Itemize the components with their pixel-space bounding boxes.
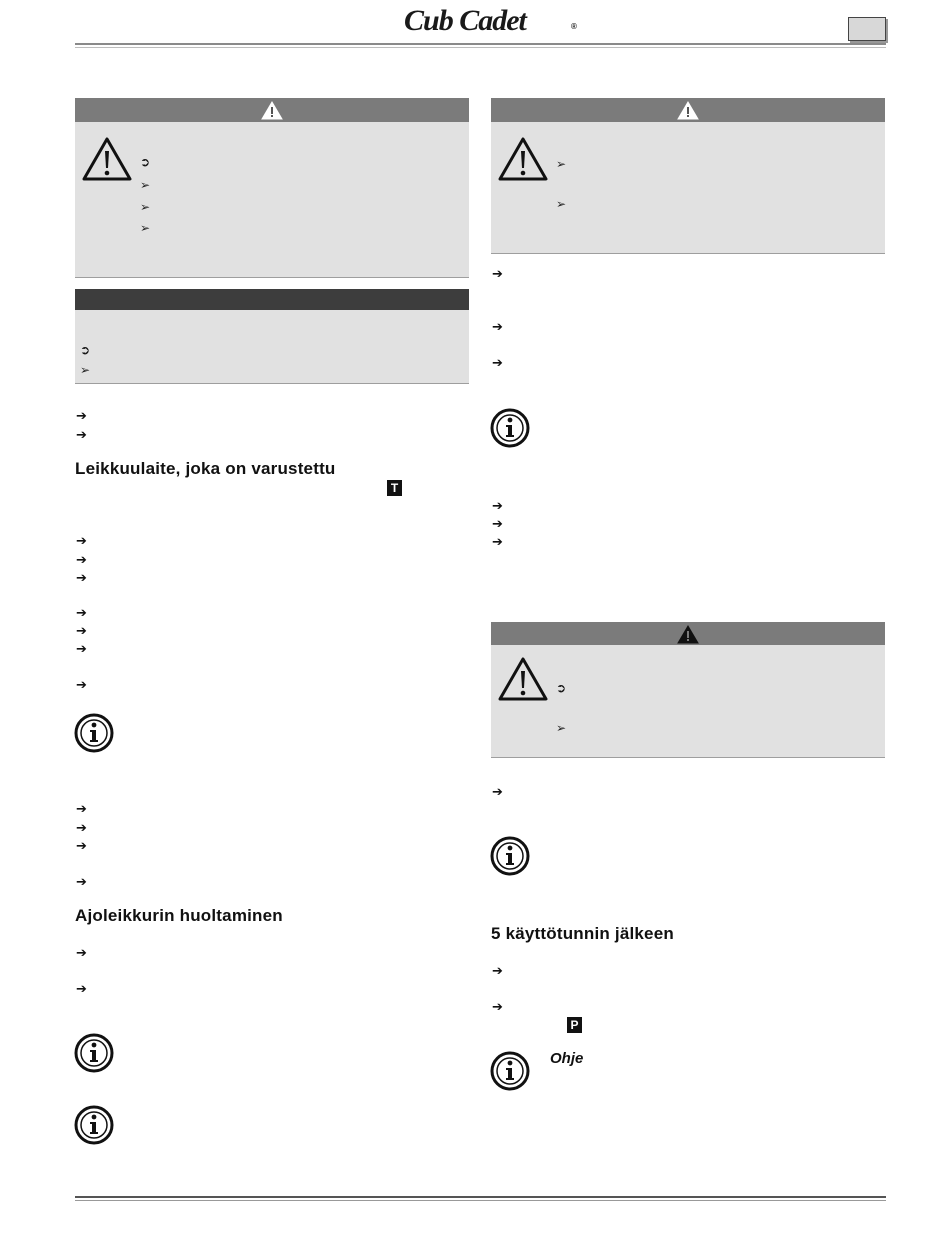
info-icon: [74, 713, 114, 753]
arrow-bullet-icon: ➔: [76, 641, 87, 656]
header-rule: [75, 43, 886, 45]
arrow-bullet-icon: ➔: [76, 552, 87, 567]
arrow-bullet-icon: ➔: [76, 801, 87, 816]
arrow-bullet-icon: ➔: [492, 999, 503, 1014]
arrow-bullet-icon: ➔: [492, 963, 503, 978]
header-rule-secondary: [75, 47, 886, 48]
warning-triangle-icon: [677, 625, 699, 644]
arrow-bullet-icon: ➔: [492, 516, 503, 531]
return-bullet-icon: ➲: [556, 681, 567, 695]
warning-triangle-icon: [677, 101, 699, 120]
arrow-bullet-icon: ➔: [76, 408, 87, 423]
language-tab: [848, 17, 886, 41]
section-heading-maintenance: Ajoleikkurin huoltaminen: [75, 906, 283, 925]
info-icon: [74, 1105, 114, 1145]
arrow-bullet-icon: ➔: [492, 266, 503, 281]
warning-panel: [491, 622, 885, 758]
arrow-bullet-icon: ➔: [76, 427, 87, 442]
brand-logo-mark: ®: [571, 22, 577, 31]
arrow-bullet-icon: ➔: [492, 319, 503, 334]
footer-rule: [75, 1196, 886, 1198]
section-heading-after-5-hours: 5 käyttötunnin jälkeen: [491, 924, 674, 943]
chevron-bullet-icon: ➢: [556, 721, 567, 735]
return-bullet-icon: ➲: [140, 155, 151, 169]
note-label: Ohje: [550, 1050, 584, 1067]
arrow-bullet-icon: ➔: [76, 945, 87, 960]
arrow-bullet-icon: ➔: [492, 784, 503, 799]
return-bullet-icon: ➲: [80, 343, 91, 357]
warning-triangle-icon: [81, 136, 133, 182]
chevron-bullet-icon: ➢: [556, 157, 567, 171]
arrow-bullet-icon: ➔: [76, 677, 87, 692]
chevron-bullet-icon: ➢: [140, 221, 151, 235]
chevron-bullet-icon: ➢: [140, 200, 151, 214]
section-heading-cutting-unit: Leikkuulaite, joka on varustettu: [75, 459, 336, 478]
arrow-bullet-icon: ➔: [492, 355, 503, 370]
arrow-bullet-icon: ➔: [76, 570, 87, 585]
chevron-bullet-icon: ➢: [556, 197, 567, 211]
footer-rule-secondary: [75, 1200, 886, 1201]
brand-logo: Cub Cadet: [404, 4, 526, 37]
arrow-bullet-icon: ➔: [76, 605, 87, 620]
info-icon: [490, 408, 530, 448]
notice-panel-header: [75, 289, 469, 310]
arrow-bullet-icon: ➔: [492, 498, 503, 513]
arrow-bullet-icon: ➔: [76, 623, 87, 638]
p-badge: P: [567, 1017, 582, 1033]
t-badge: T: [387, 480, 402, 496]
info-icon: [490, 1051, 530, 1091]
arrow-bullet-icon: ➔: [76, 820, 87, 835]
warning-panel: [75, 98, 469, 278]
arrow-bullet-icon: ➔: [76, 533, 87, 548]
chevron-bullet-icon: ➢: [80, 363, 91, 377]
arrow-bullet-icon: ➔: [76, 874, 87, 889]
warning-panel-header: [75, 98, 469, 122]
warning-panel-header: [491, 622, 885, 645]
warning-triangle-icon: [497, 656, 549, 702]
warning-panel: [491, 98, 885, 254]
warning-triangle-icon: [497, 136, 549, 182]
arrow-bullet-icon: ➔: [76, 838, 87, 853]
arrow-bullet-icon: ➔: [76, 981, 87, 996]
info-icon: [74, 1033, 114, 1073]
warning-triangle-icon: [261, 101, 283, 120]
info-icon: [490, 836, 530, 876]
arrow-bullet-icon: ➔: [492, 534, 503, 549]
chevron-bullet-icon: ➢: [140, 178, 151, 192]
warning-panel-header: [491, 98, 885, 122]
notice-panel: [75, 289, 469, 384]
